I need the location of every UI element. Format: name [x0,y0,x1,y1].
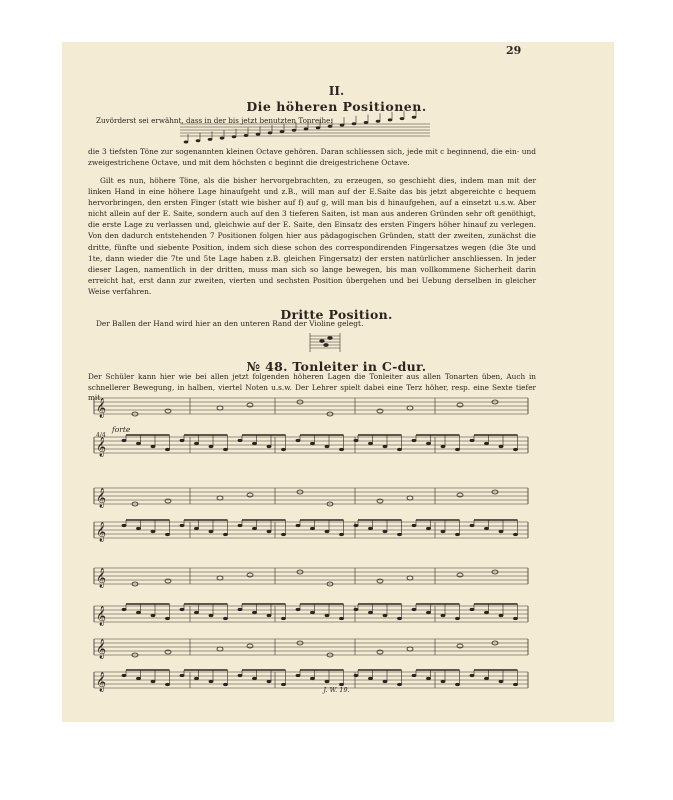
eighth-note [223,533,228,536]
eighth-note [238,674,243,677]
eighth-note [354,608,359,611]
eighth-note [383,530,388,533]
half-note [247,573,253,577]
eighth-note [252,442,257,445]
half-note [247,644,253,648]
eighth-note [267,614,272,617]
eighth-note [470,524,475,527]
eighth-note [281,448,286,451]
eighth-note [339,448,344,451]
eighth-note [209,680,214,683]
eighth-note [354,439,359,442]
tone-note [256,133,261,136]
eighth-note [122,674,127,677]
half-note [377,499,383,503]
eighth-note [455,617,460,620]
eighth-note [267,445,272,448]
staff-5 [94,568,528,588]
eighth-note [412,439,417,442]
eighth-note [267,680,272,683]
treble-clef-icon: 𝄞 [96,672,107,692]
eighth-note [180,608,185,611]
eighth-note [397,617,402,620]
eighth-note [296,439,301,442]
eighth-note [223,448,228,451]
eighth-note [354,524,359,527]
eighth-note [397,533,402,536]
eighth-note [136,527,141,530]
tone-note [304,128,309,131]
score-systems [94,398,528,692]
eighth-note [426,611,431,614]
half-note [377,650,383,654]
eighth-note [441,680,446,683]
eighth-note [470,439,475,442]
eighth-note [165,533,170,536]
eighth-note [296,674,301,677]
eighth-note [368,527,373,530]
eighth-note [194,611,199,614]
eighth-note [513,448,518,451]
treble-clef-icon: 𝄞 [96,398,107,418]
tone-note [292,129,297,132]
eighth-note [252,527,257,530]
tone-note [400,117,405,120]
tone-note [412,116,417,119]
eighth-note [165,617,170,620]
tone-note [364,121,369,124]
eighth-note [325,680,330,683]
staff-4 [94,520,528,542]
subsection-text: Der Ballen der Hand wird hier an den unteren Rand der Violine gelegt. [96,319,364,328]
staff-6 [94,604,528,626]
eighth-note [136,442,141,445]
treble-clef-icon: 𝄞 [96,488,107,508]
treble-clef-icon: 𝄞 [96,606,107,626]
paragraph-positions: Gilt es nun, höhere Töne, als die bisher hervorgebrachten, zu erzeugen, so geschieht dies, indem man mit der linken Hand in eine höhere Lage hinaufgeht und z.B., will man auf der E.Saite das bis jetzt abgereichte c bequem hervorbringen, den ersten Finger (statt wie bisher auf f) auf g, will man bis d hinaufgehen, auf a einsetzt u.s.w. Aber nicht allein auf der E. Saite, sondern auch auf den 3 tieferen Saiten, ist man aus anderen Gründen sehr oft genöthigt, die erste Lage zu verlassen und, gleichwie auf der E. Saite, den Einsatz des ersten Fingers höher hinauf zu verlegen. Von den dadurch entstehenden 7 Positionen folgen hier aus pädagogischen Gründen, statt der zweiten, zunächst die dritte, fünfte und siebente Position, indem sich diese schon des correspondirenden Fingersatzes wegen (die 3te und 1te, dann wieder die 7te und 5te Lage haben z.B. gleichen Fingersatz) der ersten natürlicher anschliessen. In jeder dieser Lagen, namentlich in der dritten, muss man sich so lange bewegen, bis man vollkommene Sicherheit darin erreicht hat, erst dann zur zweiten, vierten und sechsten Position übergehen und bei Uebung derselben in gleicher Weise verfahren. [88,176,536,296]
half-note [407,496,413,500]
subsection-title: Dritte Position. [280,307,393,322]
eighth-note [470,674,475,677]
half-note [165,499,171,503]
eighth-note [151,530,156,533]
eighth-note [499,445,504,448]
tone-row-notes [184,109,417,143]
half-note [407,576,413,580]
eighth-note [441,530,446,533]
eighth-note [383,680,388,683]
eighth-note [484,677,489,680]
eighth-note [354,674,359,677]
half-note [457,403,463,407]
tone-note [244,134,249,137]
half-note [217,496,223,500]
eighth-note [397,448,402,451]
half-note [165,409,171,413]
eighth-note [252,677,257,680]
eighth-note [180,524,185,527]
exercise-title: № 48. Tonleiter in C-dur. [246,359,427,374]
tone-note [220,137,225,140]
eighth-note [151,680,156,683]
eighth-note [151,445,156,448]
treble-clef-icon: 𝄞 [96,437,107,457]
eighth-note [281,617,286,620]
tone-note [328,125,333,128]
half-note [165,579,171,583]
tone-note [340,124,345,127]
eighth-note [383,445,388,448]
tone-note [316,126,321,129]
section-title: Die höheren Positionen. [246,99,427,114]
eighth-note [426,677,431,680]
eighth-note [296,608,301,611]
eighth-note [151,614,156,617]
eighth-note [368,611,373,614]
page-number: 29 [506,44,522,57]
eighth-note [194,442,199,445]
treble-clef-icon: 𝄞 [96,568,107,588]
eighth-note [339,533,344,536]
eighth-note [310,677,315,680]
tone-note [184,141,189,144]
half-note [247,493,253,497]
eighth-note [412,524,417,527]
half-note [247,403,253,407]
eighth-note [426,442,431,445]
eighth-note [441,445,446,448]
publisher-footer: J. W. 19. [323,686,350,694]
treble-clef-icon: 𝄞 [96,522,107,542]
half-note [217,576,223,580]
eighth-note [310,611,315,614]
eighth-note [165,448,170,451]
eighth-note [122,608,127,611]
eighth-note [136,611,141,614]
treble-clef-icon: 𝄞 [96,639,107,659]
eighth-note [484,442,489,445]
eighth-note [368,677,373,680]
eighth-note [325,614,330,617]
eighth-note [412,674,417,677]
tempo-fraction: 4/4 [96,432,106,439]
eighth-note [296,524,301,527]
half-note [457,573,463,577]
eighth-note [122,524,127,527]
half-note [377,579,383,583]
tone-note [376,120,381,123]
half-note [407,647,413,651]
eighth-note [470,608,475,611]
half-note [457,644,463,648]
eighth-note [209,530,214,533]
eighth-note [194,527,199,530]
eighth-note [180,674,185,677]
chapter-number: II. [328,84,345,98]
eighth-note [223,617,228,620]
eighth-note [513,617,518,620]
eighth-note [455,533,460,536]
eighth-note [426,527,431,530]
staff-3 [94,488,528,508]
half-note [377,409,383,413]
half-note [165,650,171,654]
tone-note [268,131,273,134]
staff-7 [94,639,528,659]
eighth-note [412,608,417,611]
eighth-note [238,439,243,442]
eighth-note [194,677,199,680]
tone-note [352,122,357,125]
half-note [217,406,223,410]
eighth-note [180,439,185,442]
eighth-note [122,439,127,442]
eighth-note [499,614,504,617]
eighth-note [455,448,460,451]
tone-note [280,130,285,133]
eighth-note [209,445,214,448]
dynamic-marking: forte [112,425,131,434]
tone-note [388,118,393,121]
eighth-note [484,611,489,614]
eighth-note [310,527,315,530]
exercise-text: Der Schüler kann hier wie bei allen jetzt folgenden höheren Lagen die Tonleiter aus allen Tonarten üben, Auch in schnellerer Bewegung, in halben, viertel Noten u.s.w. Der Lehrer spielt dabei eine Terz höher, resp. eine Sexte tiefer mit. [88,372,536,402]
tone-note [196,139,201,142]
half-note [217,647,223,651]
eighth-note [238,608,243,611]
eighth-note [499,680,504,683]
tone-note [232,135,237,138]
eighth-note [484,527,489,530]
tone-note [208,138,213,141]
eighth-note [513,533,518,536]
eighth-note [383,614,388,617]
eighth-note [238,524,243,527]
paragraph-octaves: die 3 tiefsten Töne zur sogenannten kleinen Octave gehören. Daran schliessen sich, jede mit c beginnend, die ein- und zweigestrichene Octave, und mit dem höchsten c beginnt die dreigestrichene Octave. [88,147,536,168]
eighth-note [339,617,344,620]
eighth-note [209,614,214,617]
eighth-note [136,677,141,680]
eighth-note [310,442,315,445]
eighth-note [252,611,257,614]
position-staff [310,333,340,352]
eighth-note [441,614,446,617]
eighth-note [368,442,373,445]
half-note [407,406,413,410]
eighth-note [499,530,504,533]
half-note [457,493,463,497]
eighth-note [281,533,286,536]
eighth-note [325,445,330,448]
eighth-note [325,530,330,533]
intro-line: Zuvörderst sei erwähnt, dass in der bis jetzt benutzten Tonreihe: [96,116,333,125]
staff-2 [94,435,528,457]
eighth-note [267,530,272,533]
